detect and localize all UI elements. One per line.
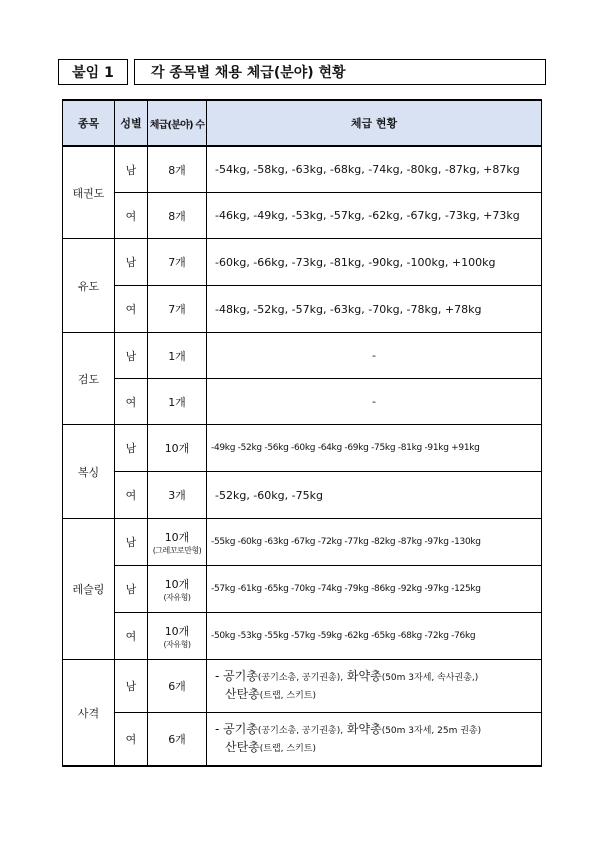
table-row [63, 193, 542, 239]
weight-classes: -49kg -52kg -56kg -60kg -64kg -69kg -75kg -81kg -91kg +91kg [207, 425, 542, 472]
sport-name: 유도 [63, 239, 115, 333]
gender-cell: 남 [115, 519, 148, 566]
gender-cell: 여 [115, 286, 148, 333]
gender-cell: 여 [115, 193, 148, 239]
count-cell: 8개 [148, 193, 207, 239]
gender-cell: 여 [115, 472, 148, 519]
sport-name: 태권도 [63, 146, 115, 239]
table-row [63, 613, 542, 660]
weight-classes: -57kg -61kg -65kg -70kg -74kg -79kg -86kg -92kg -97kg -125kg [207, 566, 542, 613]
gender-cell: 여 [115, 713, 148, 767]
count-cell: 6개 [148, 660, 207, 713]
shooting-events: - 공기총(공기소총, 공기권총), 화약총(50m 3자세, 속사권총,) 산탄총(트랩, 스키트) [207, 660, 542, 713]
count-cell: 7개 [148, 286, 207, 333]
gender-cell: 여 [115, 379, 148, 425]
sport-name: 레슬링 [63, 519, 115, 660]
count-cell: 3개 [148, 472, 207, 519]
count-cell: 10개 [148, 425, 207, 472]
sport-name: 복싱 [63, 425, 115, 519]
table-row [63, 286, 542, 333]
gender-cell: 남 [115, 333, 148, 379]
count-style: (그레꼬로만형) [152, 545, 202, 555]
gender-cell: 남 [115, 566, 148, 613]
count-cell: 6개 [148, 713, 207, 767]
weight-classes: -50kg -53kg -55kg -57kg -59kg -62kg -65kg -68kg -72kg -76kg [207, 613, 542, 660]
count-cell: 7개 [148, 239, 207, 286]
weight-classes: - [207, 379, 542, 425]
count-cell: 8개 [148, 146, 207, 193]
weight-classes: -54kg, -58kg, -63kg, -68kg, -74kg, -80kg, -87kg, +87kg [207, 146, 542, 193]
table-row [63, 379, 542, 425]
table-row [63, 519, 542, 566]
table-row [63, 472, 542, 519]
gender-cell: 남 [115, 239, 148, 286]
attachment-label: 붙임 1 [58, 59, 128, 85]
sport-name: 사격 [63, 660, 115, 767]
header-gender: 성별 [115, 100, 148, 146]
table-row [63, 425, 542, 472]
weight-classes: -60kg, -66kg, -73kg, -81kg, -90kg, -100kg, +100kg [207, 239, 542, 286]
page-title: 각 종목별 채용 체급(분야) 현황 [134, 59, 546, 85]
sport-name: 검도 [63, 333, 115, 425]
gender-cell: 남 [115, 660, 148, 713]
weight-classes: -52kg, -60kg, -75kg [207, 472, 542, 519]
weight-classes: -48kg, -52kg, -57kg, -63kg, -70kg, -78kg, +78kg [207, 286, 542, 333]
count-cell [148, 519, 207, 566]
weight-class-table [62, 99, 542, 767]
table-row [63, 660, 542, 713]
table-row [63, 566, 542, 613]
weight-classes: -46kg, -49kg, -53kg, -57kg, -62kg, -67kg, -73kg, +73kg [207, 193, 542, 239]
shooting-events: - 공기총(공기소총, 공기권총), 화약총(50m 3자세, 25m 권총) 산탄총(트랩, 스키트) [207, 713, 542, 767]
count-value: 10개 [164, 624, 190, 638]
count-cell: 1개 [148, 333, 207, 379]
count-style: (자유형) [163, 639, 191, 649]
weight-classes: -55kg -60kg -63kg -67kg -72kg -77kg -82kg -87kg -97kg -130kg [207, 519, 542, 566]
table-row [63, 146, 542, 193]
header-count: 체급(분야) 수 [148, 100, 207, 146]
weight-classes: - [207, 333, 542, 379]
table-row [63, 333, 542, 379]
count-style: (자유형) [163, 592, 191, 602]
gender-cell: 남 [115, 425, 148, 472]
count-value: 10개 [164, 530, 190, 544]
count-cell [148, 566, 207, 613]
count-cell [148, 613, 207, 660]
gender-cell: 남 [115, 146, 148, 193]
count-value: 10개 [164, 577, 190, 591]
count-cell: 1개 [148, 379, 207, 425]
header-status: 체급 현황 [207, 100, 542, 146]
table-row [63, 239, 542, 286]
header-sport: 종목 [63, 100, 115, 146]
gender-cell: 여 [115, 613, 148, 660]
table-row [63, 713, 542, 767]
title-row [58, 59, 546, 87]
table-header-row [63, 100, 542, 146]
